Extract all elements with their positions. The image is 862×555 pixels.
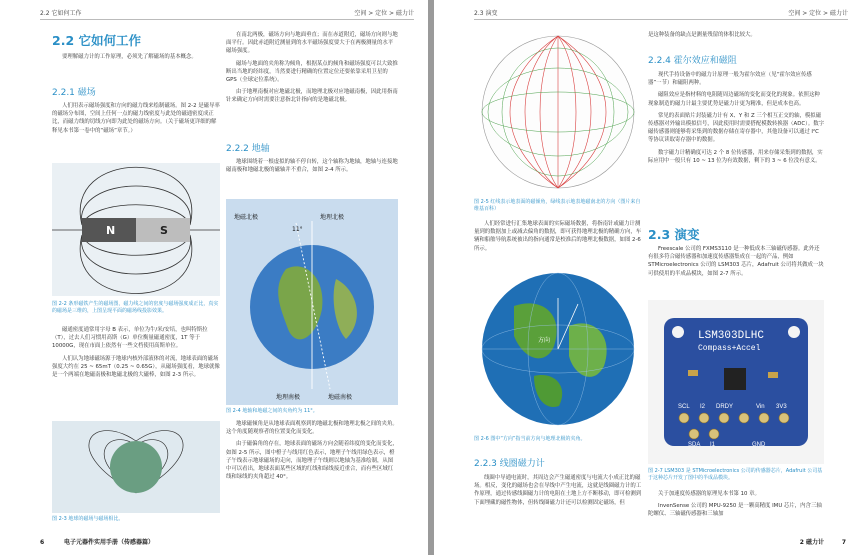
figure-2-3-caption: 图 2-3 地球的磁场与磁场相比。 [52, 516, 124, 522]
left-running-head-right: 空间 > 定位 > 磁力计 [354, 10, 414, 17]
navigation-text: 人们经常进行汇集地球表面的实际磁场数据，将指南针或磁力计测量到的数据加上或减去偏角的数据，即可获得地理北极的精确方向，车辆和船舶导航系统被出的指向通常是校准后的地理北极数据，如图 2-6 所示。 [474, 221, 642, 252]
geo-south-label: 地理南极 [276, 394, 301, 401]
figure-2-5-caption: 图 2-5 红线表示地表面的磁倾角，绿线表示地表地磁南北的方向（图片来自维基百科） [474, 199, 641, 212]
subsection-earth-axis: 2.2.2 地轴 [226, 144, 270, 154]
figure-earth-field [52, 421, 220, 513]
angle-label: 11° [292, 226, 303, 233]
pin-vin: Vin [756, 404, 765, 410]
figure-2-4-caption: 图 2-4 地轴和地磁之间的夹角约为 11°。 [226, 408, 318, 414]
right-running-head: 2.3 演变 [474, 10, 498, 17]
subsection-hall: 2.2.4 霍尔效应和磁阻 [648, 56, 737, 66]
right-footer-title: 2 磁力计 [799, 539, 824, 546]
left-footer-title: 电子元器件实用手册（传感器篇） [64, 539, 155, 546]
coil-text: 线圈中导通电流时，其周边会产生磁通密度与电流大小成正比的磁场。相反，变化的磁场也会在导线中产生电流，这就是线圈磁力计的工作原理，通过传感线圈磁力计的电阻在土地上方不断移动，即可检测到下面埋藏的磁性物体，但转线圈磁力计还可以检测固定磁场，但 [474, 475, 642, 506]
figure-2-7-caption: 图 2-7 LSM303 是 STMicroelectronics 公司的传感器芯片，Adafruit 公司基于这种芯片开发了图中的半成品模块。 [648, 468, 823, 481]
figure-2-6-caption: 图 2-6 图中“方向”指当前方向与地理北极的夹角。 [474, 436, 586, 442]
pin-sda: SDA [688, 442, 701, 448]
pin-scl: SCL [678, 404, 690, 410]
subsection-magnetic-field: 2.2.1 磁场 [52, 88, 96, 98]
mag-north-label: 地磁北极 [234, 214, 259, 221]
pin-3v3: 3V3 [776, 404, 787, 410]
figure-2-2-caption: 图 2-2 条形磁铁产生的磁场图，磁力线之间的密度与磁场强度成正比，真实的磁场是三维的，上图呈现平面的磁场线投影效果。 [52, 301, 219, 314]
figure-lsm303-board [648, 300, 824, 464]
pin-gnd: GND [752, 442, 766, 448]
left-col2-text: 在南北两极，磁场方向与地面垂直；而在赤道附近，磁场方向则与地面平行。因此赤道附近测量到的水平磁场强度要大于在两极测量的水平磁场强度。 磁场与地面的夹角称为倾角，根据某点的倾角和磁场强度可以大致推断出当地的经纬度，当然要进行精确的位置定位还要依靠采用卫星的 GPS（全球定位系统）。 由于地理南极对应地磁北极，而地理北极对应地磁南极，因此用指南针来确定方向时需要注意指北针指向的是地磁北极。 [226, 32, 398, 104]
geo-north-label: 地理北极 [320, 214, 345, 221]
right-running-head-right: 空间 > 定位 > 磁力计 [788, 10, 848, 17]
section-evolution-title: 2.3 演变 [648, 227, 700, 242]
evolution-text: Freescale 公司的 FXMS3110 是一种低成本三轴磁传感器。此外还有很多符合磁传感器和加速度传感器集成在一起的产品，例如 STMicroelectronics 公司的 LSM303 芯片，Adafruit 公司将其做成一块可供使用的半成品模块，如图 2-7 所示。 [648, 246, 824, 277]
right-page [434, 0, 862, 555]
section-title: 2.2 它如何工作 [52, 33, 141, 48]
figure-bar-magnet [52, 163, 220, 296]
magnetic-field-text: 人们用表示磁场强度和方向的磁力线来绘制磁场。图 2-2 是磁导率的磁场分布图，空间上任何一点的磁力线密度与此处的磁通密度成正比，而磁力线的切线方向即为此处的磁场方向。（关于磁场更详细的解释见本书第一卷中的“磁场”章节。） [52, 103, 220, 134]
figure-direction-globe [474, 266, 642, 432]
flux-density-text: 磁通密度通常用字母 B 表示，单位为牛/米/安培，也叫特斯拉（T），过去人们习惯用高斯（G）单位衡量磁通密度，1T 等于 10000G，现在市面上依然有一些文档使用高斯单位。 人们认为地球磁场源于地球内核外部液体的对流，地球表面的磁场强度大约在 25 ~ 65mT（0.25 ~ 0.65G），从磁场强度看，地球就像是一个两端在地磁南极和地磁北极的大磁棒，如图 2-3 所示。 [52, 327, 220, 379]
left-page [0, 0, 428, 555]
hall-text: 现代手持设备中的磁力计原理一般为霍尔效应（见“霍尔效应传感器”一节）和磁阻两种。 磁阻效应是指材料的电阻随周边磁场的变化而变化的现象。依照这种现象制造的磁力计最主要优势是磁力计更为精准，但是成本也高。 常见的表面贴片封装磁力计有 X、Y 和 Z 三个相互正交的轴，模拟磁传感器对外输出模拟信号，因此使用时需要搭配模数转换器（ADC）。数字磁传感器则能够将采集到的数据存储在寄存器中，其他设备可以通过 I²C 等协议读取寄存器中的数据。 数字磁力计精确度可达 2 个 8 位传感器，用来存储采集到的数据，实际应用中一般只有 10 ~ 13 位为有效数据，剩下的 3 ~ 6 位没有意义。 [648, 72, 825, 164]
direction-label: 方向 [538, 337, 551, 344]
declination-text: 地球磁倾角是从地球表面观察到的地磁北极和地理北极之间的夹角。这个角度随观察者的位置变化而变化。 由于磁偏角的存在，地球表面的磁场方向会随着纬度的变化而变化，如图 2-5 所示，图中橙子与线用红色表示，地理子午线用绿色表示，橙子午线表示地球磁场的走向，而地理子午线则以地轴为基准绘制，从图中可以看出，地球表面某些区域的红线和绿线接近重合，而有些区域红线和绿线的夹角超过 40°。 [226, 421, 398, 481]
mpu-text: 关于加速度传感器的原理见本书第 10 章。 InvenSense 公司的 MPU-9250 是一颗高精度 IMU 芯片，内含三轴陀螺仪、三轴磁传感器和三轴加 [648, 491, 822, 518]
pin-drdy: DRDY [716, 404, 734, 410]
subsection-coil: 2.2.3 线圈磁力计 [474, 459, 545, 469]
earth-axis-text: 地球围绕着一根虚拟的轴不停自转，这个轴称为地轴，地轴与连接地磁南极和地磁北极的磁轴并不重合，如图 2-4 所示。 [226, 159, 398, 174]
magnet-s-label: S [160, 224, 168, 237]
mag-south-label: 地磁南极 [328, 394, 353, 401]
left-running-head: 2.2 它如何工作 [40, 10, 82, 17]
right-col2-top: 是这种装备的缺点是测量残留的体积比较大。 [648, 32, 756, 38]
board-title: LSM303DLHC [698, 330, 765, 342]
right-page-number: 7 [841, 539, 846, 546]
header-rule [474, 19, 848, 20]
left-page-number: 6 [40, 539, 45, 546]
board-subtitle: Compass+Accel [698, 344, 761, 353]
pin-i2: I2 [700, 404, 706, 410]
intro-text: 要理解磁力计的工作原理，必须先了解磁场的基本概念。 [62, 54, 197, 60]
figure-earth-axis [226, 199, 398, 405]
header-rule [40, 19, 414, 20]
magnet-n-label: N [106, 224, 116, 237]
figure-declination-globe [474, 29, 642, 195]
pin-i1: I1 [710, 442, 716, 448]
